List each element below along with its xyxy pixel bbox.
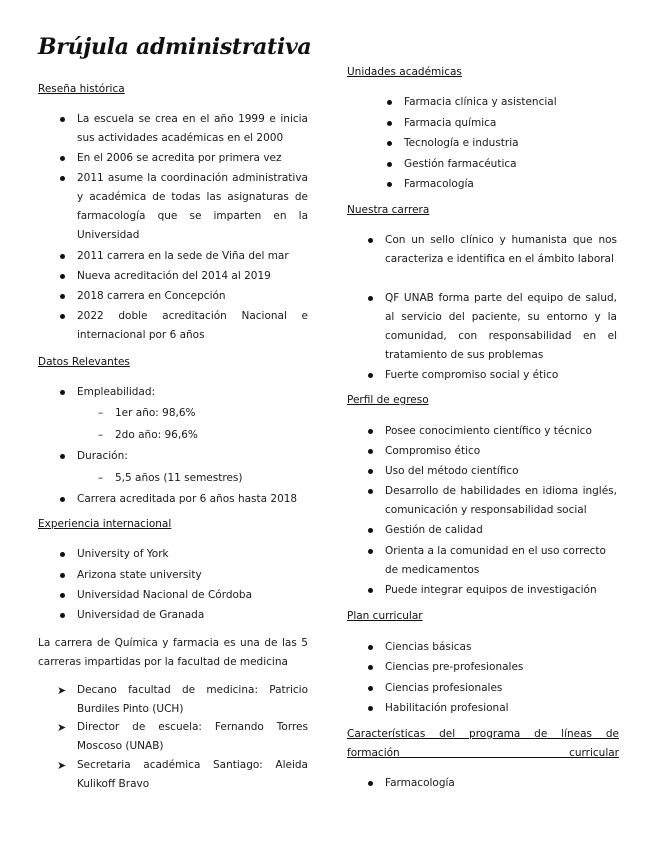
list-item: Ciencias profesionales xyxy=(385,679,617,698)
list-item: Carrera acreditada por 6 años hasta 2018 xyxy=(77,490,308,509)
list-item: University of York xyxy=(77,545,308,564)
list-item: Duración: xyxy=(77,447,308,466)
list-item: La escuela se crea en el año 1999 e inicia sus actividades académicas en el 2000 xyxy=(77,110,308,148)
list-item: 2011 asume la coordinación administrativa y académica de todas las asignaturas de farmacología que se imparten en la Universidad xyxy=(77,169,308,245)
sub-list-item: – 2do año: 96,6% xyxy=(115,426,305,445)
list-item: Empleabilidad: xyxy=(77,383,308,402)
list-item: Orienta a la comunidad en el uso correcto de medicamentos xyxy=(385,542,617,580)
list-item: Habilitación profesional xyxy=(385,699,617,718)
list-item: Farmacología xyxy=(404,175,619,194)
list-item: Universidad de Granada xyxy=(77,606,308,625)
list-item: Ciencias básicas xyxy=(385,638,617,657)
section-heading-experiencia: Experiencia internacional xyxy=(38,518,172,530)
section-heading-resena: Reseña histórica xyxy=(38,83,125,95)
list-item: Universidad Nacional de Córdoba xyxy=(77,586,308,605)
list-item: 2022 doble acreditación Nacional e internacional por 6 años xyxy=(77,307,308,345)
faculty-paragraph: La carrera de Química y farmacia es una de las 5 carreras impartidas por la facultad de medicina xyxy=(38,637,308,668)
list-item: Farmacia química xyxy=(404,114,619,133)
list-item: Con un sello clínico y humanista que nos caracteriza e identifica en el ámbito laboral xyxy=(385,231,617,269)
section-heading-plan: Plan curricular xyxy=(347,610,423,622)
page-title: Brújula administrativa xyxy=(38,34,312,60)
list-item: Farmacología xyxy=(385,774,617,793)
list-item: Posee conocimiento científico y técnico xyxy=(385,422,617,441)
section-heading-unidades: Unidades académicas xyxy=(347,66,462,78)
list-item: Uso del método científico xyxy=(385,462,617,481)
sub-list-item: – 5,5 años (11 semestres) xyxy=(115,469,305,488)
section-heading-perfil: Perfil de egreso xyxy=(347,394,429,406)
list-item: Farmacia clínica y asistencial xyxy=(404,93,619,112)
list-item: Tecnología e industria xyxy=(404,134,619,153)
list-item: Desarrollo de habilidades en idioma inglés, comunicación y responsabilidad social xyxy=(385,482,617,520)
arrow-list-item: ➤ Secretaria académica Santiago: Aleida Kulikoff Bravo xyxy=(77,756,308,794)
list-item: Ciencias pre-profesionales xyxy=(385,658,617,677)
list-item: En el 2006 se acredita por primera vez xyxy=(77,149,308,168)
arrow-list-item: ➤ Decano facultad de medicina: Patricio Burdiles Pinto (UCH) xyxy=(77,681,308,719)
section-heading-carrera: Nuestra carrera xyxy=(347,204,430,216)
list-item: Puede integrar equipos de investigación xyxy=(385,581,617,600)
arrow-list-item: ➤ Director de escuela: Fernando Torres Moscoso (UNAB) xyxy=(77,718,308,756)
list-item: Nueva acreditación del 2014 al 2019 xyxy=(77,267,308,286)
section-heading-datos: Datos Relevantes xyxy=(38,356,130,368)
list-item: 2018 carrera en Concepción xyxy=(77,287,308,306)
section-heading-caracteristicas: Características del programa de líneas de formación curricular xyxy=(347,728,619,759)
list-item: QF UNAB forma parte del equipo de salud, al servicio del paciente, su entorno y la comunidad, con responsabilidad en el tratamiento de sus problemas xyxy=(385,289,617,365)
list-item: Gestión farmacéutica xyxy=(404,155,619,174)
sub-list-item: – 1er año: 98,6% xyxy=(115,404,305,423)
list-item: Fuerte compromiso social y ético xyxy=(385,366,617,385)
list-item: 2011 carrera en la sede de Viña del mar xyxy=(77,247,308,266)
list-item: Gestión de calidad xyxy=(385,521,617,540)
list-item: Compromiso ético xyxy=(385,442,617,461)
list-item: Arizona state university xyxy=(77,566,308,585)
